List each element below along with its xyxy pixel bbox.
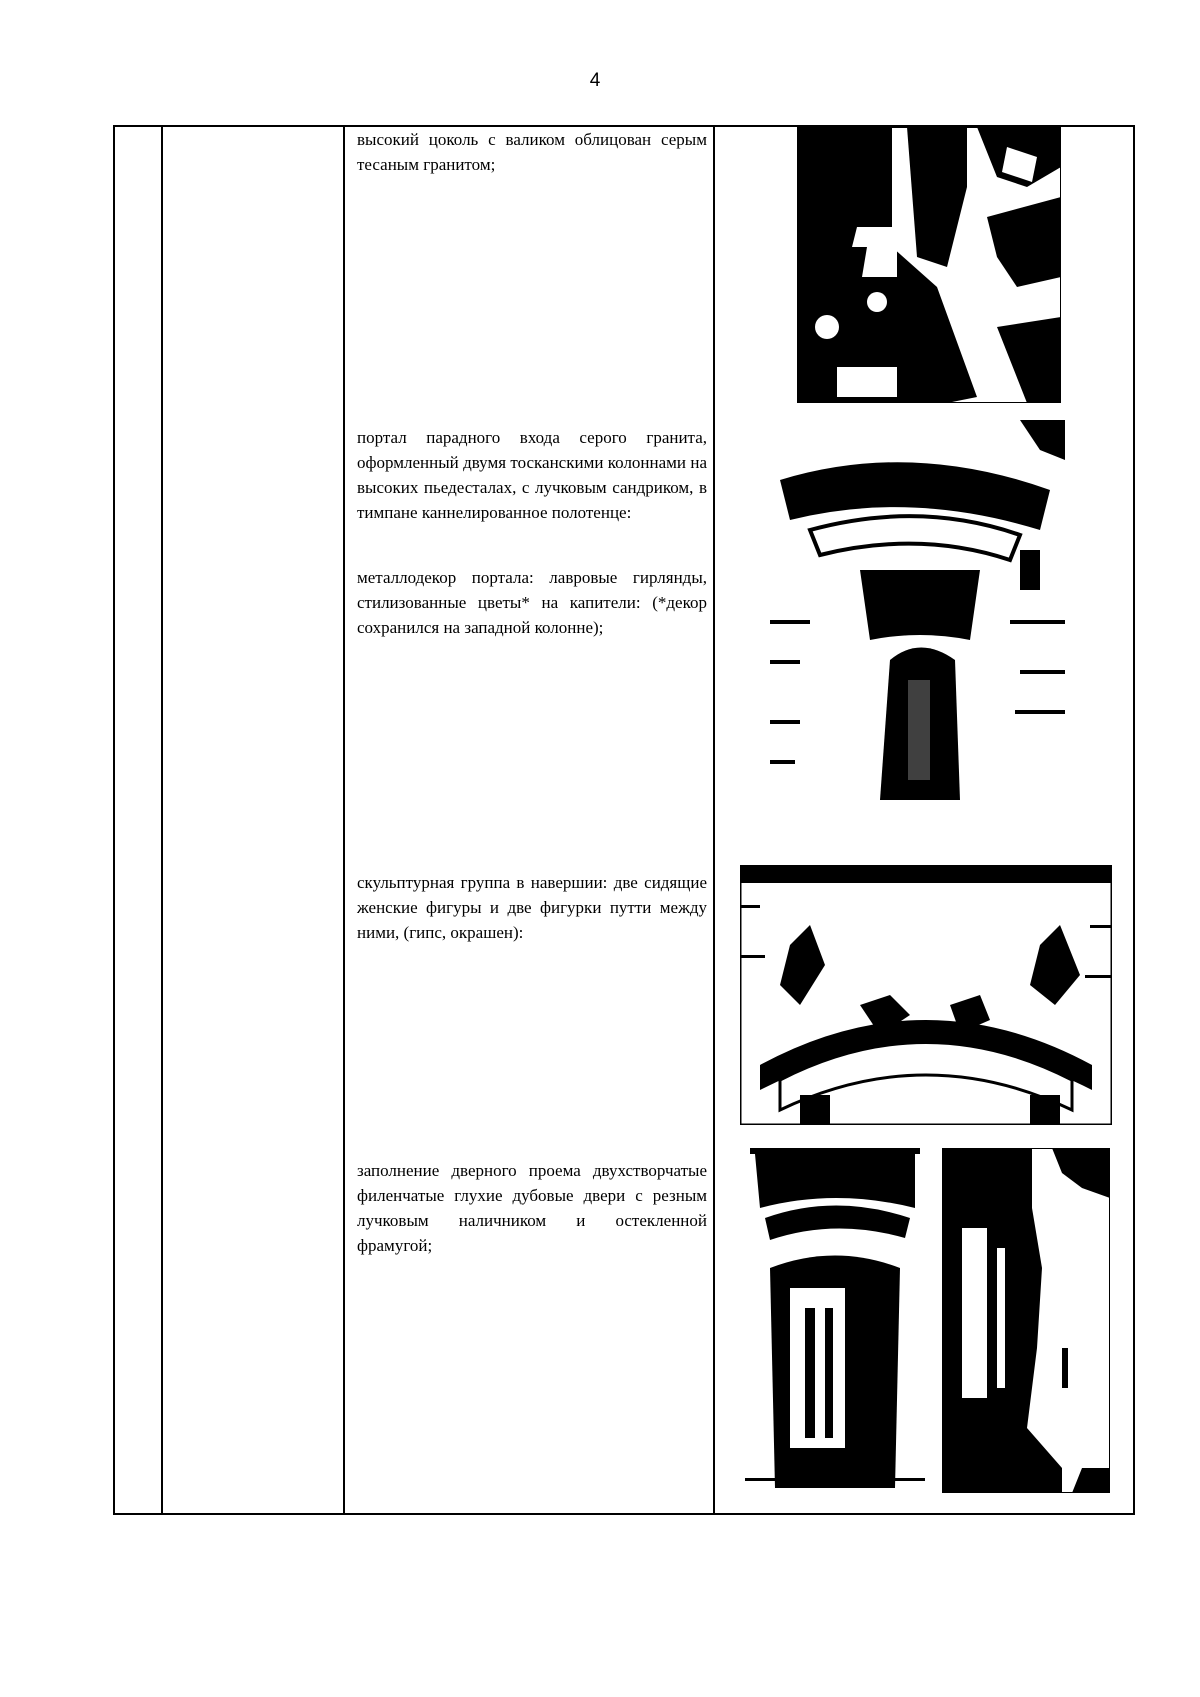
item-description-sculpture-group: скульптурная группа в навершии: две сидящие женские фигуры и две фигурки путти между ними, (гипс, окрашен): [357,873,707,942]
item-description-plinth: высокий цоколь с валиком облицован серым тесаным гранитом; [357,130,707,174]
column-divider-3 [713,127,715,1513]
photo-plinth [797,127,1061,403]
photo-door-detail [942,1148,1110,1493]
item-description-portal: портал парадного входа серого гранита, оформленный двумя тосканскими колоннами на высоких пьедесталах, с лучковым сандриком, в тимпане каннелированное полотенце: [357,428,707,522]
item-description-door: заполнение дверного проема двухстворчатые филенчатые глухие дубовые двери с резным лучковым наличником и остекленной фрамугой; [357,1161,707,1255]
column-divider-2 [343,127,345,1513]
page-number: 4 [589,70,601,91]
photo-portal [770,420,1065,840]
column-divider-1 [161,127,163,1513]
item-description-metal-decor: металлодекор портала: лавровые гирлянды, стилизованные цветы* на капители: (*декор сохранился на западной колонне); [357,568,707,637]
photo-sculpture-group [740,865,1112,1125]
photo-door-overview [745,1148,925,1493]
